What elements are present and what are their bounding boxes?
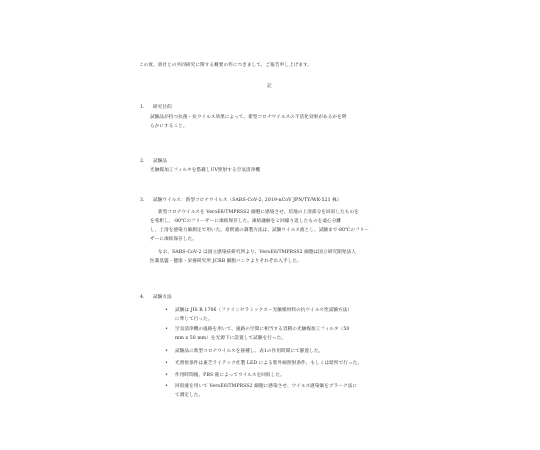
bullet-5-line-1: 作用時間後、PBS 液によってウイルスを回収した。 bbox=[175, 373, 285, 378]
section-1-line-1: 試験品が持つ抗菌・抗ウイルス効果によって、新型コロナウイルスの不活化効果があるかを明 bbox=[150, 115, 347, 120]
bullet-2-line-2: mm x 50 mm）を光源下に設置して試験を行った。 bbox=[175, 336, 287, 341]
bullet-1-marker: • bbox=[165, 307, 168, 313]
ki-heading: 記 bbox=[267, 84, 272, 89]
section-3-line-2: を希釈し、-80℃のフリーザーに凍結保存した。凍結融解を２回繰り返したものを遠心分離 bbox=[150, 219, 342, 224]
section-2-heading: 試験品 bbox=[153, 159, 168, 164]
section-3-line-6: 医薬基盤・健康・栄養研究所 JCRB 細胞バンクよりそれぞれ入手した。 bbox=[150, 259, 302, 264]
bullet-6-marker: • bbox=[165, 383, 168, 389]
bullet-2-marker: • bbox=[165, 326, 168, 332]
section-1-number: 1. bbox=[140, 105, 145, 110]
section-3-number: 3. bbox=[140, 198, 145, 203]
section-3-line-5: なお、SARS-CoV-2 は国立感染症研究所より、VeroE6/TMPRSS2 細胞は国立研究開発法人 bbox=[158, 250, 356, 255]
bullet-6-line-1: 回収液を用いて VeroE6/TMPRSS2 細胞に感染させ、ウイルス感染価をプラーク法に bbox=[175, 384, 358, 389]
bullet-3-marker: • bbox=[165, 348, 168, 354]
section-2-line-1: 光触媒加工フィルタを搭載しUV照射する空気清浄機 bbox=[150, 168, 261, 173]
section-3-heading: 試験ウイルス：新型コロナウイルス（SARS-CoV-2, 2019-nCoV JPN/TY/WK-521 株） bbox=[153, 198, 342, 203]
intro-text: この度、貴社との共同研究に関する概要の件につきまして、ご報告申し上げます。 bbox=[139, 63, 313, 68]
section-3-line-1: 新型コロナウイルスを VeroE6/TMPRSS2 細胞に感染させ、培地の上清部分を回収したものを bbox=[158, 210, 359, 215]
section-4-number: 4. bbox=[140, 295, 145, 300]
section-3-line-4: ザーに凍結保存した。 bbox=[150, 237, 197, 242]
section-2-number: 2. bbox=[140, 159, 145, 164]
bullet-3-line-1: 試験品に新型コロナウイルスを接種し、表1の作用時間にて静置した。 bbox=[175, 349, 324, 354]
bullet-5-marker: • bbox=[165, 372, 168, 378]
bullet-6-line-2: て測定した。 bbox=[175, 393, 204, 398]
section-1-line-2: らかにすること。 bbox=[150, 124, 188, 129]
section-4-heading: 試験方法 bbox=[153, 295, 172, 300]
section-1-heading: 研究目的 bbox=[153, 105, 172, 110]
bullet-2-line-1: 空気清浄機の風路を用いて、風路の空間に相当する容積の光触媒加工フィルタ（50 bbox=[175, 327, 350, 332]
bullet-4-marker: • bbox=[165, 360, 168, 366]
bullet-1-line-1: 試験は JIS R 1706（ファインセラミックス－光触媒材料の抗ウイルス性試験方法） bbox=[175, 308, 353, 313]
section-3-line-3: し、上清を感染力価測定で用いた。希釈液の調製方法は、試験ウイルス液とし、試験まで-80℃のフリー bbox=[150, 228, 370, 233]
bullet-1-line-2: に準じて行った。 bbox=[175, 317, 213, 322]
bullet-4-line-1: 光照射条件は東芝ライテック社製 LED による紫外線照射条件、もしくは暗所で行った。 bbox=[175, 361, 363, 366]
